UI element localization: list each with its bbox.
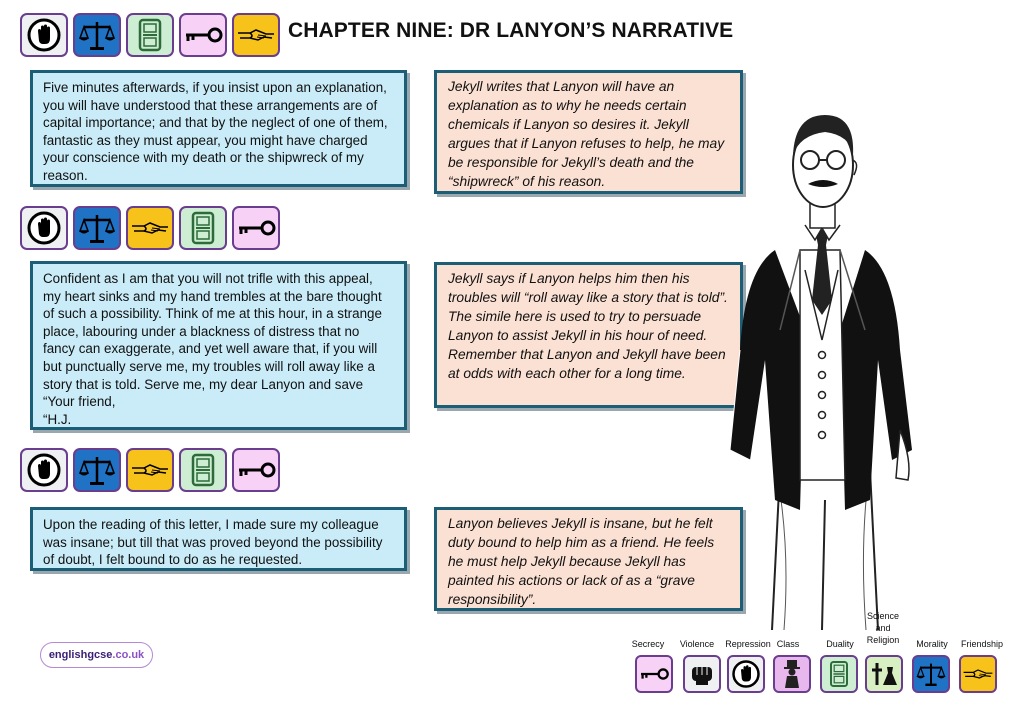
quote-box-3 (30, 507, 407, 571)
note-text-3: Lanyon believes Jekyll is insane, but he felt duty bound to help him as a friend. He feels he must help Jekyll because Jekyll has painted his actions or lack of as a “grave responsibility”. (448, 516, 715, 607)
friendship-icon (232, 13, 280, 57)
note-box-1 (434, 70, 743, 194)
note-box-2 (434, 262, 743, 408)
logo-name: englishgcse (48, 649, 113, 661)
morality-icon (73, 448, 121, 492)
note-box-3 (434, 507, 743, 611)
friendship-icon (126, 448, 174, 492)
morality-icon (912, 655, 950, 693)
site-logo (40, 642, 153, 668)
key-label-and: and (875, 623, 891, 633)
theme-icons-row-3 (20, 448, 280, 492)
key-label-class: Class (776, 639, 800, 649)
class-icon (773, 655, 811, 693)
repression-icon (20, 206, 68, 250)
quote-text-2: Confident as I am that you will not trifle with this appeal, my heart sinks and my hand trembles at the bare thought of such a possibility. Think of me at this hour, in a strange place, labouring under a blackness of distress that no fancy can exaggerate, and yet well aware that, if you will but punctually serve me, my troubles will roll away like a story that is told. Serve me, my dear Lanyon and save (43, 271, 382, 392)
duality-icon (179, 448, 227, 492)
quote-text-1: Five minutes afterwards, if you insist upon an explanation, you will have understood that these arrangements are of capital importance; and that by the neglect of one of them, fantastic as they must appear, you might have charged your conscience with my death or the shipwreck of my reason. (43, 80, 388, 183)
duality-icon (179, 206, 227, 250)
science-religion-icon (865, 655, 903, 693)
key-label-friendship: Friendship (960, 639, 1004, 649)
violence-icon (683, 655, 721, 693)
theme-icons-row-1 (20, 13, 280, 57)
key-label-science: Science (866, 611, 900, 621)
key-label-violence: Violence (679, 639, 715, 649)
friendship-icon (959, 655, 997, 693)
morality-icon (73, 13, 121, 57)
key-label-morality: Morality (916, 639, 948, 649)
duality-icon (820, 655, 858, 693)
repression-icon (20, 448, 68, 492)
key-label-religion: Religion (866, 635, 900, 645)
key-label-secrecy: Secrecy (631, 639, 665, 649)
secrecy-icon (232, 206, 280, 250)
secrecy-icon (179, 13, 227, 57)
repression-icon (727, 655, 765, 693)
key-label-duality: Duality (826, 639, 854, 649)
key-label-science-religion (860, 610, 906, 646)
page-title: CHAPTER NINE: DR LANYON’S NARRATIVE (288, 19, 734, 42)
morality-icon (73, 206, 121, 250)
secrecy-icon (232, 448, 280, 492)
victorian-gentleman-illustration (700, 100, 925, 630)
quote-text-3: Upon the reading of this letter, I made sure my colleague was insane; but till that was proved beyond the possibility of doubt, I felt bound to do as he requested. (43, 517, 383, 568)
theme-icons-row-2 (20, 206, 280, 250)
secrecy-icon (635, 655, 673, 693)
logo-tld: .co.uk (112, 649, 145, 661)
quote-box-2 (30, 261, 407, 430)
quote-text-2-signoff: “Your friend, (43, 394, 116, 410)
duality-icon (126, 13, 174, 57)
key-label-repression: Repression (725, 639, 771, 649)
friendship-icon (126, 206, 174, 250)
quote-box-1 (30, 70, 407, 187)
repression-icon (20, 13, 68, 57)
quote-text-2-initials: “H.J. (43, 411, 72, 427)
note-text-2: Jekyll says if Lanyon helps him then his troubles will “roll away like a story that is told”. The simile here is used to try to persuade Lanyon to assist Jekyll in his hour of need. Remember that Lanyon and Jekyll have been at odds with each other for a long time. (448, 271, 728, 381)
note-text-1: Jekyll writes that Lanyon will have an explanation as to why he needs certain chemicals if Lanyon so desires it. Jekyll argues that if Lanyon refuses to help, he may be responsible for Jekyll’s death and the “shipwreck” of his reason. (448, 79, 725, 189)
